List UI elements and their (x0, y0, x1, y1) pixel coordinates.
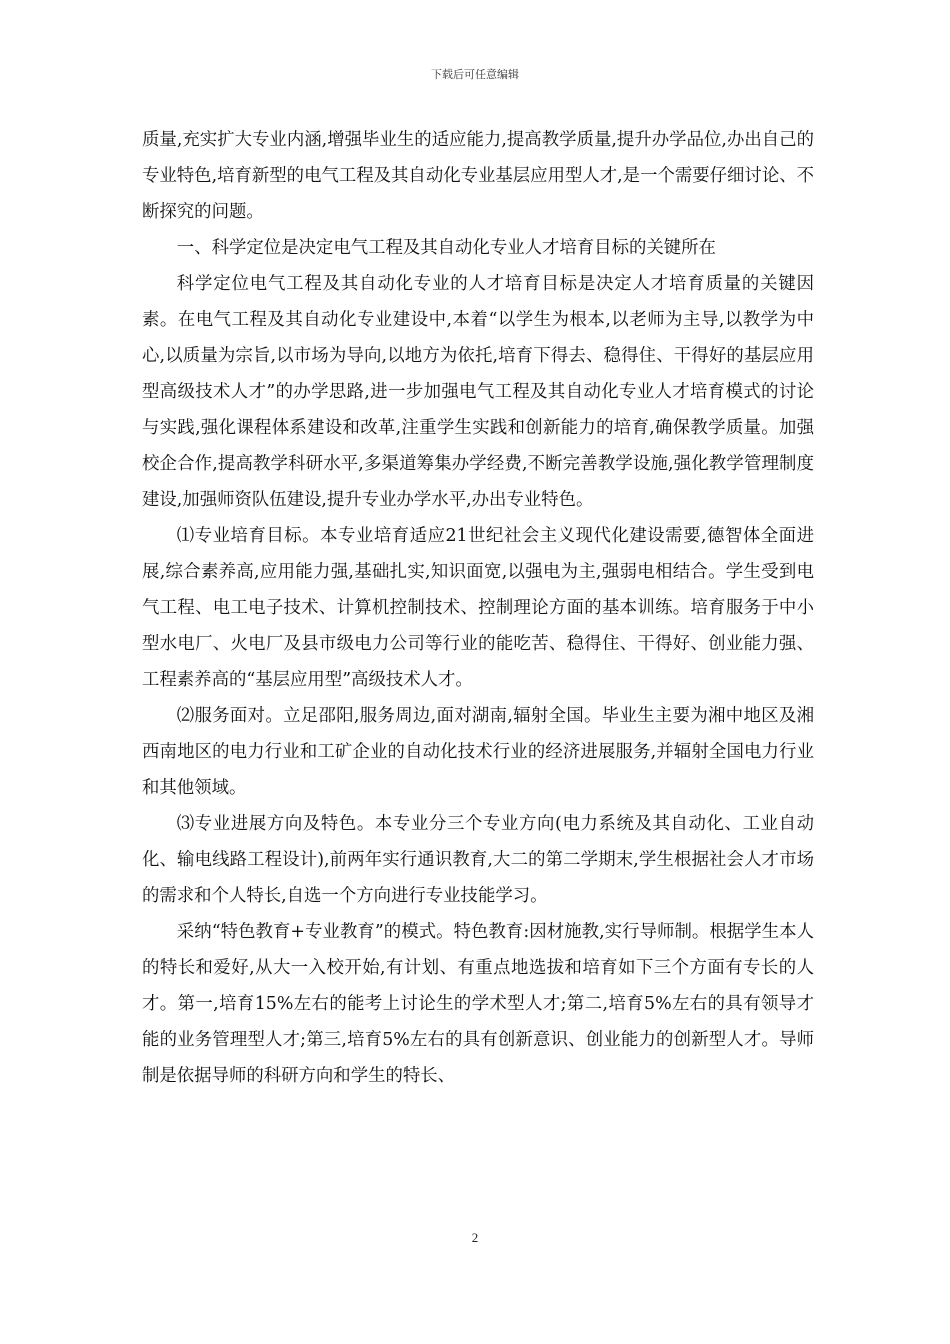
paragraph: ⑵服务面对。立足邵阳,服务周边,面对湖南,辐射全国。毕业生主要为湘中地区及湘西南地区的电力行业和工矿企业的自动化技术行业的经济进展服务,并辐射全国电力行业和其他领域。 (142, 706, 814, 798)
paragraph: ⑶专业进展方向及特色。本专业分三个专业方向(电力系统及其自动化、工业自动化、输电线路工程设计),前两年实行通识教育,大二的第二学期末,学生根据社会人才市场的需求和个人特长,自选一个方向进行专业技能学习。 (142, 814, 814, 906)
body-text (142, 122, 814, 1094)
paragraph: 质量,充实扩大专业内涵,增强毕业生的适应能力,提高教学质量,提升办学品位,办出自己的专业特色,培育新型的电气工程及其自动化专业基层应用型人才,是一个需要仔细讨论、不断探究的问题。 (142, 130, 814, 222)
paragraph: ⑴专业培育目标。本专业培育适应21世纪社会主义现代化建设需要,德智体全面进展,综合素养高,应用能力强,基础扎实,知识面宽,以强电为主,强弱电相结合。学生受到电气工程、电工电子技术、计算机控制技术、控制理论方面的基本训练。培育服务于中小型水电厂、火电厂及县市级电力公司等行业的能吃苦、稳得住、干得好、创业能力强、工程素养高的“基层应用型”高级技术人才。 (142, 526, 814, 690)
paragraph: 采纳“特色教育+专业教育”的模式。特色教育:因材施教,实行导师制。根据学生本人的特长和爱好,从大一入校开始,有计划、有重点地选拔和培育如下三个方面有专长的人才。第一,培育15%左右的能考上讨论生的学术型人才;第二,培育5%左右的具有领导才能的业务管理型人才;第三,培育5%左右的具有创新意识、创业能力的创新型人才。导师制是依据导师的科研方向和学生的特长、 (142, 922, 814, 1086)
paragraph: 科学定位电气工程及其自动化专业的人才培育目标是决定人才培育质量的关键因素。在电气工程及其自动化专业建设中,本着“以学生为根本,以老师为主导,以教学为中心,以质量为宗旨,以市场为导向,以地方为依托,培育下得去、稳得住、干得好的基层应用型高级技术人才”的办学思路,进一步加强电气工程及其自动化专业人才培育模式的讨论与实践,强化课程体系建设和改革,注重学生实践和创新能力的培育,确保教学质量。加强校企合作,提高教学科研水平,多渠道筹集办学经费,不断完善教学设施,强化教学管理制度建设,加强师资队伍建设,提升专业办学水平,办出专业特色。 (142, 274, 814, 510)
page-header: 下载后可任意编辑 (431, 68, 519, 81)
section-heading: 一、科学定位是决定电气工程及其自动化专业人才培育目标的关键所在 (176, 238, 716, 258)
page-number: 2 (471, 1230, 479, 1245)
